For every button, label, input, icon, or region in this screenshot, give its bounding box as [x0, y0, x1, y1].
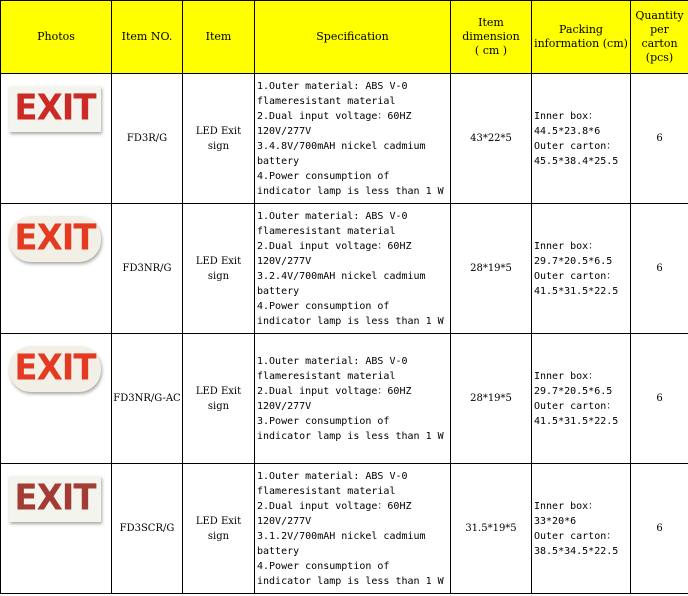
- quantity-cell: 6: [631, 204, 688, 334]
- spec-cell: 1.Outer material: ABS V-0 flameresistant material 2.Dual input voltage：60HZ 120V/277V 3.Power consumption of indicator lamp is less than 1 W: [255, 334, 451, 464]
- photo-cell: [1, 334, 112, 464]
- table-row: [1, 204, 688, 334]
- header-quantity: Quantity per carton (pcs): [631, 1, 688, 74]
- item-cell: LED Exit sign: [183, 334, 255, 464]
- exit-sign-image: [9, 86, 101, 132]
- table-row: [1, 334, 688, 464]
- dimension-cell: 28*19*5: [451, 204, 532, 334]
- header-row: [1, 1, 688, 74]
- table-row: [1, 464, 688, 594]
- photo-cell: [1, 204, 112, 334]
- exit-sign-image: [9, 476, 101, 522]
- spec-cell: 1.Outer material: ABS V-0 flameresistant material 2.Dual input voltage：60HZ 120V/277V 3.2.4V/700mAH nickel cadmium battery 4.Power consumption of indicator lamp is less than 1 W: [255, 204, 451, 334]
- spec-cell: 1.Outer material: ABS V-0 flameresistant material 2.Dual input voltage：60HZ 120V/277V 3.1.2V/700mAH nickel cadmium battery 4.Power consumption of indicator lamp is less than 1 W: [255, 464, 451, 594]
- item-no-cell: FD3NR/G: [112, 204, 183, 334]
- item-cell: LED Exit sign: [183, 464, 255, 594]
- quantity-cell: 6: [631, 74, 688, 204]
- item-no-cell: FD3R/G: [112, 74, 183, 204]
- photo-cell: [1, 464, 112, 594]
- exit-sign-text: EXIT: [14, 217, 96, 259]
- header-dimension: Item dimension ( cm ): [451, 1, 532, 74]
- packing-cell: Inner box： 29.7*20.5*6.5 Outer carton： 41.5*31.5*22.5: [532, 334, 631, 464]
- item-cell: LED Exit sign: [183, 74, 255, 204]
- dimension-cell: 31.5*19*5: [451, 464, 532, 594]
- packing-cell: Inner box： 33*20*6 Outer carton： 38.5*34.5*22.5: [532, 464, 631, 594]
- header-item-no: Item NO.: [112, 1, 183, 74]
- exit-sign-text: EXIT: [14, 347, 96, 389]
- quantity-cell: 6: [631, 334, 688, 464]
- packing-cell: Inner box： 29.7*20.5*6.5 Outer carton： 41.5*31.5*22.5: [532, 204, 631, 334]
- header-specification: Specification: [255, 1, 451, 74]
- exit-sign-image: [9, 216, 101, 262]
- exit-sign-image: [9, 346, 101, 392]
- packing-cell: Inner box： 44.5*23.8*6 Outer carton： 45.5*38.4*25.5: [532, 74, 631, 204]
- quantity-cell: 6: [631, 464, 688, 594]
- table-row: [1, 74, 688, 204]
- spec-cell: 1.Outer material: ABS V-0 flameresistant material 2.Dual input voltage：60HZ 120V/277V 3.4.8V/700mAH nickel cadmium battery 4.Power consumption of indicator lamp is less than 1 W: [255, 74, 451, 204]
- item-no-cell: FD3NR/G-AC: [112, 334, 183, 464]
- dimension-cell: 43*22*5: [451, 74, 532, 204]
- exit-sign-text: EXIT: [14, 477, 96, 519]
- header-packing: Packing information (cm): [532, 1, 631, 74]
- item-no-cell: FD3SCR/G: [112, 464, 183, 594]
- header-photos: Photos: [1, 1, 112, 74]
- photo-cell: [1, 74, 112, 204]
- dimension-cell: 28*19*5: [451, 334, 532, 464]
- item-cell: LED Exit sign: [183, 204, 255, 334]
- header-item: Item: [183, 1, 255, 74]
- exit-sign-text: EXIT: [14, 87, 96, 129]
